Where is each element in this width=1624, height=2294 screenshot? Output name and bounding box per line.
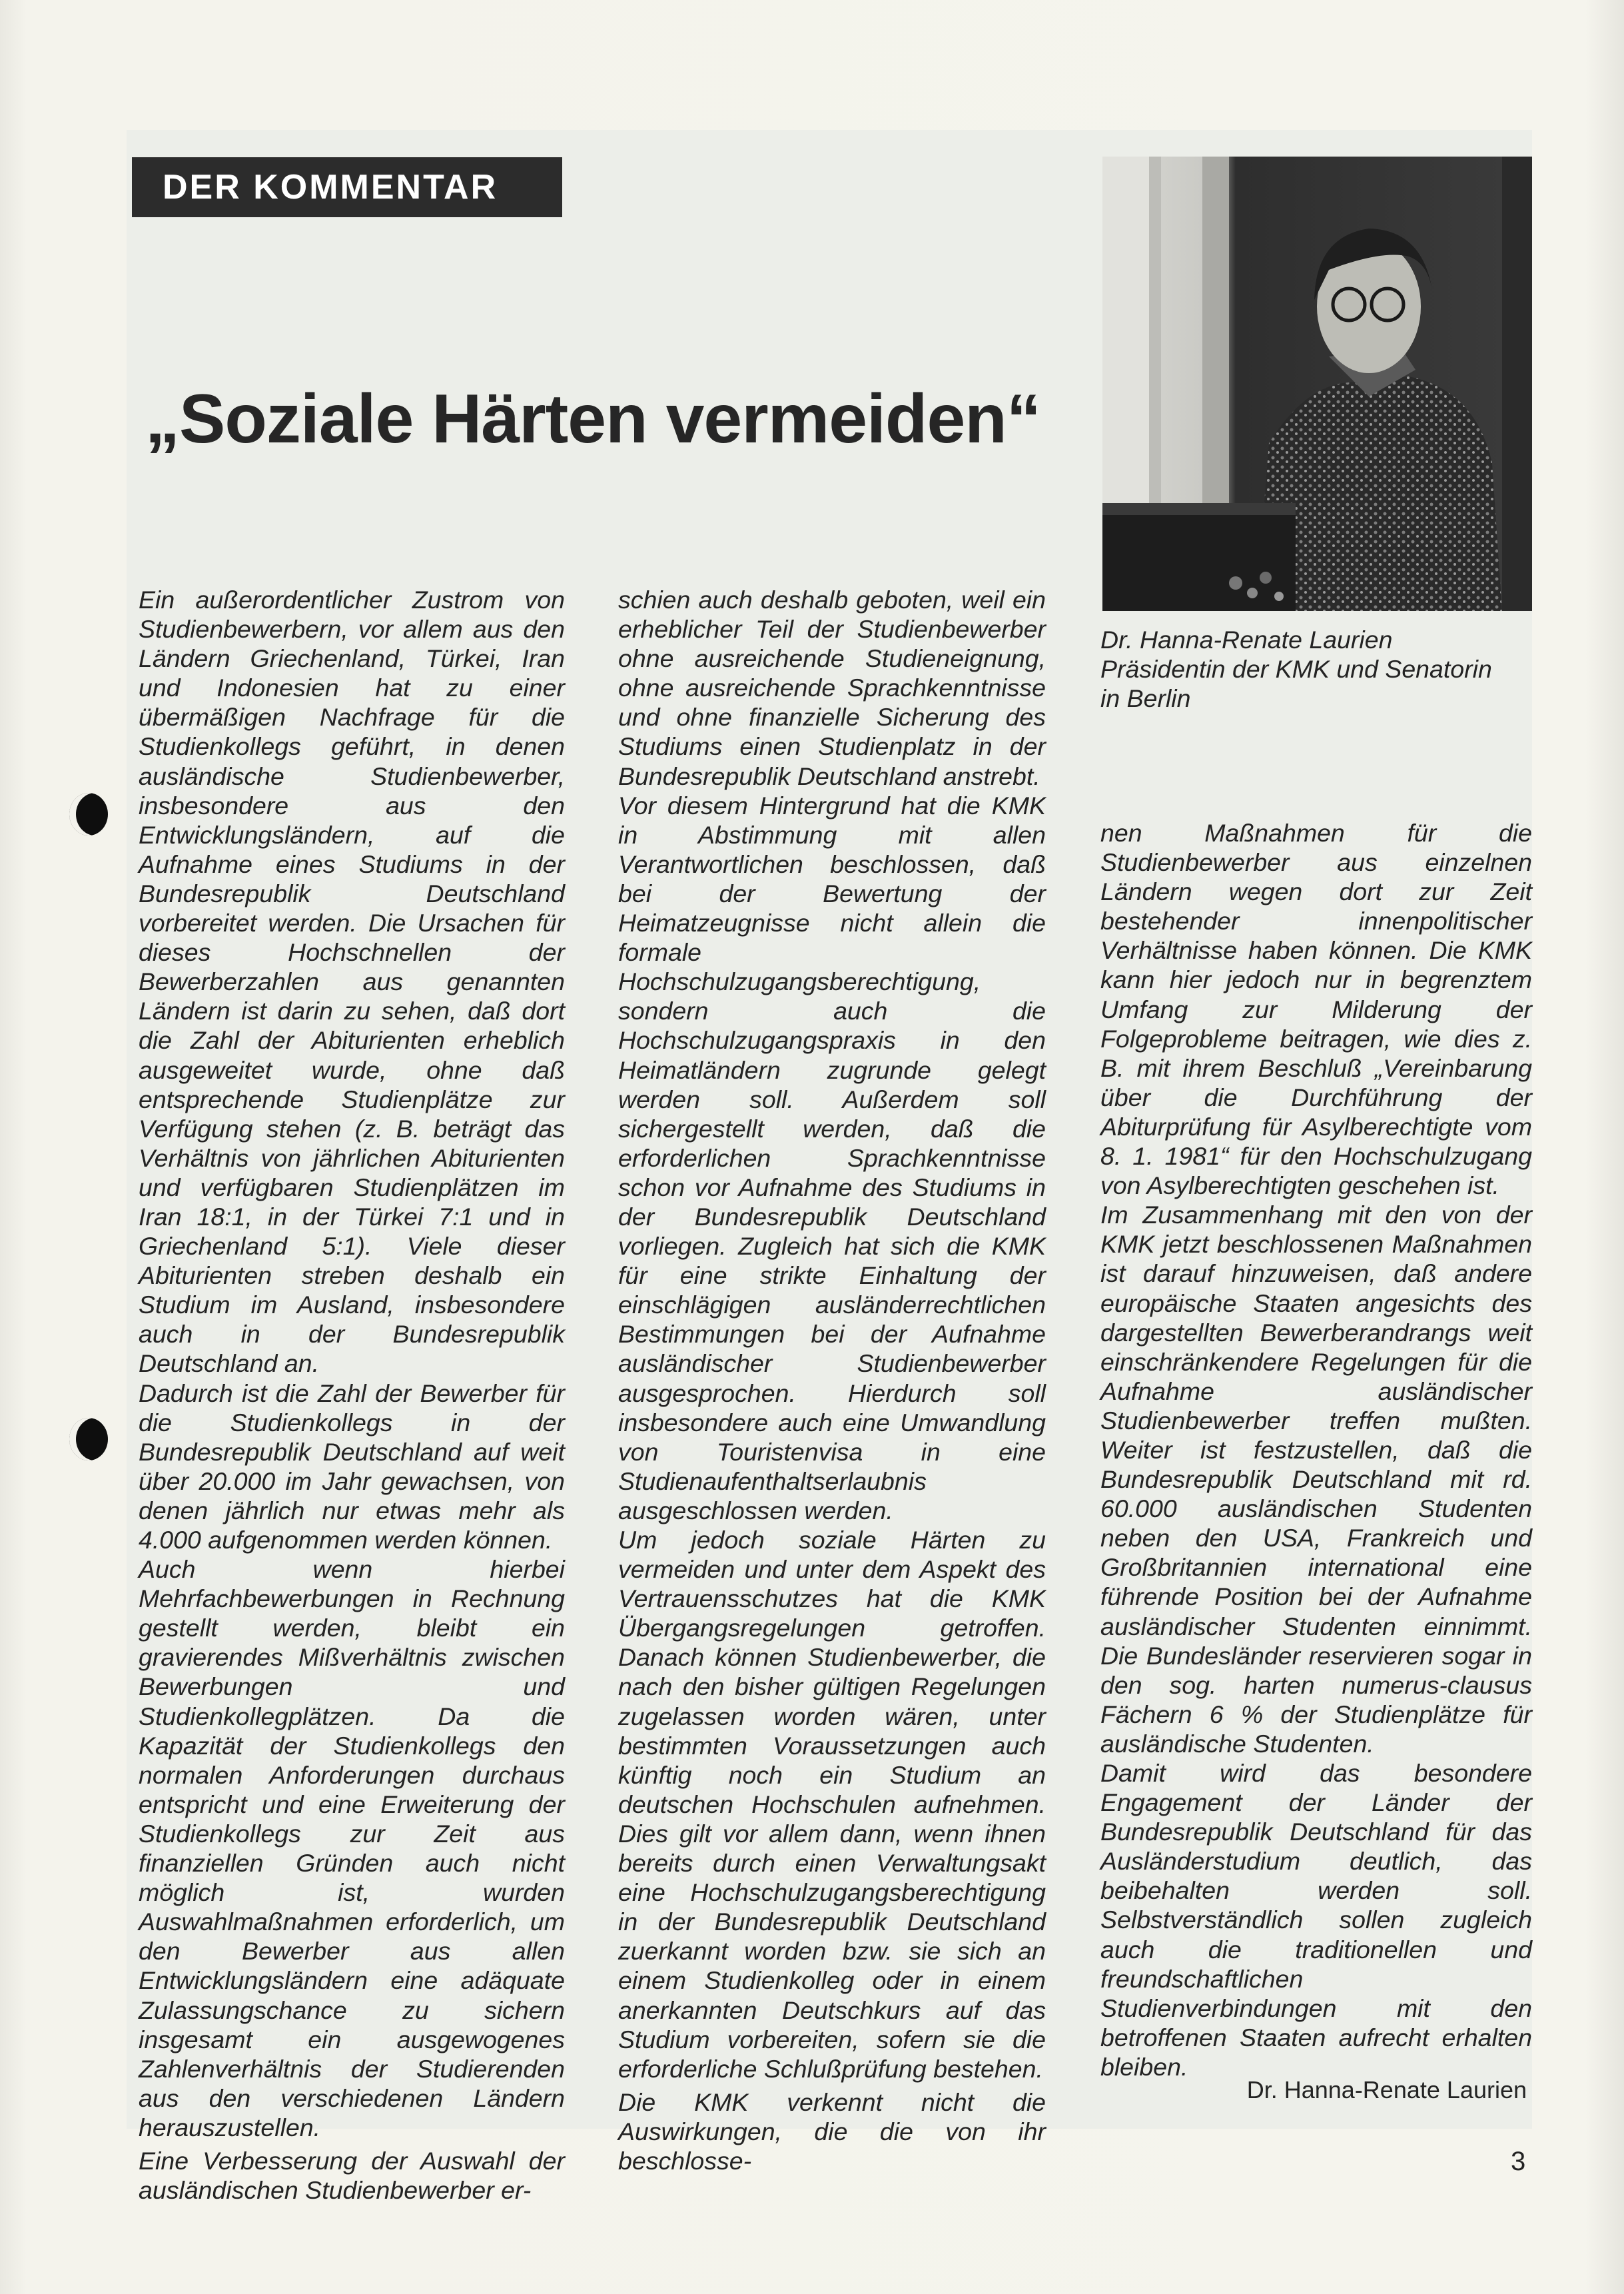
- author-portrait-photo: [1102, 157, 1532, 611]
- article-headline: „Soziale Härten vermeiden“: [145, 380, 1040, 458]
- section-label: DER KOMMENTAR: [132, 157, 562, 217]
- article-column-1: [139, 585, 565, 2205]
- page-number: 3: [1511, 2147, 1526, 2176]
- paragraph: Eine Verbesserung der Auswahl der ausländischen Studienbewerber er-: [139, 2146, 565, 2205]
- caption-name: Dr. Hanna-Renate Laurien: [1100, 626, 1393, 654]
- paragraph: schien auch deshalb geboten, weil ein erheblicher Teil der Studienbewerber ohne ausreichende Studieneignung, ohne ausreichende Sprachkenntnisse und ohne finanzielle Sicherung des Studiums einen Studienplatz in der Bundesrepublik Deutschland anstrebt.: [618, 586, 1046, 790]
- binder-hole-bottom: [69, 1418, 108, 1460]
- paragraph: nen Maßnahmen für die Studienbewerber aus einzelnen Ländern wegen dort zur Zeit bestehender innenpolitischer Verhältnisse haben können. Die KMK kann hier jedoch nur in begrenztem Umfang zur Milderung der Folgeprobleme beitragen, wie dies z. B. mit ihrem Beschluß „Vereinbarung über die Durchführung der Abiturprüfung für Asylberechtigte vom 8. 1. 1981“ für den Hochschulzugang von Asylberechtigten geschehen ist.: [1100, 819, 1532, 1200]
- paragraph: Um jedoch soziale Härten zu vermeiden und unter dem Aspekt des Vertrauensschutzes hat die KMK Übergangsregelungen getroffen. Danach können Studienbewerber, die nach den bisher gültigen Regelungen zugelassen worden wären, unter bestimmten Voraussetzungen auch künftig noch ein Studium an deutschen Hochschulen aufnehmen. Dies gilt vor allem dann, wenn ihnen bereits durch einen Verwaltungsakt eine Hochschulzugangsberechtigung in der Bundesrepublik Deutschland zuerkannt worden bzw. sie sich an einem Studienkolleg oder in einem anerkannten Deutschkurs auf das Studium vorbereiten, sofern sie die erforderliche Schlußprüfung bestehen.: [618, 1526, 1046, 2083]
- paragraph: Auch wenn hierbei Mehrfachbewerbungen in Rechnung gestellt werden, bleibt ein gravierendes Mißverhältnis zwischen Bewerbungen und Studienkollegplätzen. Da die Kapazität der Studienkollegs den normalen Anforderungen durchaus entspricht und eine Erweiterung der Studienkollegs zur Zeit aus finanziellen Gründen auch nicht möglich ist, wurden Auswahlmaßnahmen erforderlich, um den Bewerber aus allen Entwicklungsländern eine adäquate Zulassungschance zu sichern insgesamt ein ausgewogenes Zahlenverhältnis der Studierenden aus den verschiedenen Ländern herauszustellen.: [139, 1555, 565, 2141]
- article-column-3: [1100, 818, 1532, 2081]
- photo-caption: [1100, 625, 1532, 713]
- paragraph: Im Zusammenhang mit den von der KMK jetzt beschlossenen Maßnahmen ist darauf hinzuweisen, daß andere europäische Staaten angesichts des dargestellten Bewerberandrangs weit einschränkendere Regelungen für die Aufnahme ausländischer Studienbewerber treffen mußten. Weiter ist festzustellen, daß die Bundesrepublik Deutschland mit rd. 60.000 ausländischen Studenten neben den USA, Frankreich und Großbritannien international eine führende Position bei der Aufnahme ausländischer Studenten einnimmt. Die Bundesländer reservieren sogar in den sog. harten numerus-clausus Fächern 6 % der Studienplätze für ausländische Studenten.: [1100, 1201, 1532, 1758]
- paragraph: Die KMK verkennt nicht die Auswirkungen, die die von ihr beschlosse-: [618, 2087, 1046, 2175]
- binder-hole-top: [69, 793, 108, 836]
- caption-location: in Berlin: [1100, 684, 1191, 713]
- author-signature: Dr. Hanna-Renate Laurien: [1246, 2076, 1527, 2103]
- portrait-image: [1102, 157, 1532, 611]
- caption-title: Präsidentin der KMK und Senatorin: [1100, 655, 1492, 684]
- paragraph: Damit wird das besondere Engagement der Länder der Bundesrepublik Deutschland für das Ausländerstudium deutlich, das beibehalten werden soll. Selbstverständlich sollen zugleich auch die traditionellen und freundschaftlichen Studienverbindungen mit den betroffenen Staaten aufrecht erhalten bleiben.: [1100, 1759, 1532, 2081]
- paragraph: Ein außerordentlicher Zustrom von Studienbewerbern, vor allem aus den Ländern Griechenland, Türkei, Iran und Indonesien hat zu einer übermäßigen Nachfrage für die Studienkollegs geführt, in denen ausländische Studienbewerber, insbesondere aus den Entwicklungsländern, auf die Aufnahme eines Studiums in der Bundesrepublik Deutschland vorbereitet werden. Die Ursachen für dieses Hochschnellen der Bewerberzahlen aus genannten Ländern ist darin zu sehen, daß dort die Zahl der Abiturienten erheblich ausgeweitet wurde, ohne daß entsprechende Studienplätze zur Verfügung stehen (z. B. beträgt das Verhältnis von jährlichen Abiturienten und verfügbaren Studienplätzen im Iran 18:1, in der Türkei 7:1 und in Griechenland 5:1). Viele dieser Abiturienten streben deshalb ein Studium im Ausland, insbesondere auch in der Bundesrepublik Deutschland an.: [139, 586, 565, 1378]
- article-column-2: [618, 585, 1046, 2175]
- paragraph: Vor diesem Hintergrund hat die KMK in Abstimmung mit allen Verantwortlichen beschlossen, daß bei der Bewertung der Heimatzeugnisse nicht allein die formale Hochschulzugangsberechtigung, sondern auch die Hochschulzugangspraxis in den Heimatländern zugrunde gelegt werden soll. Außerdem soll sichergestellt werden, daß die erforderlichen Sprachkenntnisse schon vor Aufnahme des Studiums in der Bundesrepublik Deutschland vorliegen. Zugleich hat sich die KMK für eine strikte Einhaltung der einschlägigen ausländerrechtlichen Bestimmungen bei der Aufnahme ausländischer Studienbewerber ausgesprochen. Hierdurch soll insbesondere auch eine Umwandlung von Touristenvisa in eine Studienaufenthaltserlaubnis ausgeschlossen werden.: [618, 791, 1046, 1524]
- paragraph: Dadurch ist die Zahl der Bewerber für die Studienkollegs in der Bundesrepublik Deutschland auf weit über 20.000 im Jahr gewachsen, von denen jährlich nur etwas mehr als 4.000 aufgenommen werden können.: [139, 1379, 565, 1554]
